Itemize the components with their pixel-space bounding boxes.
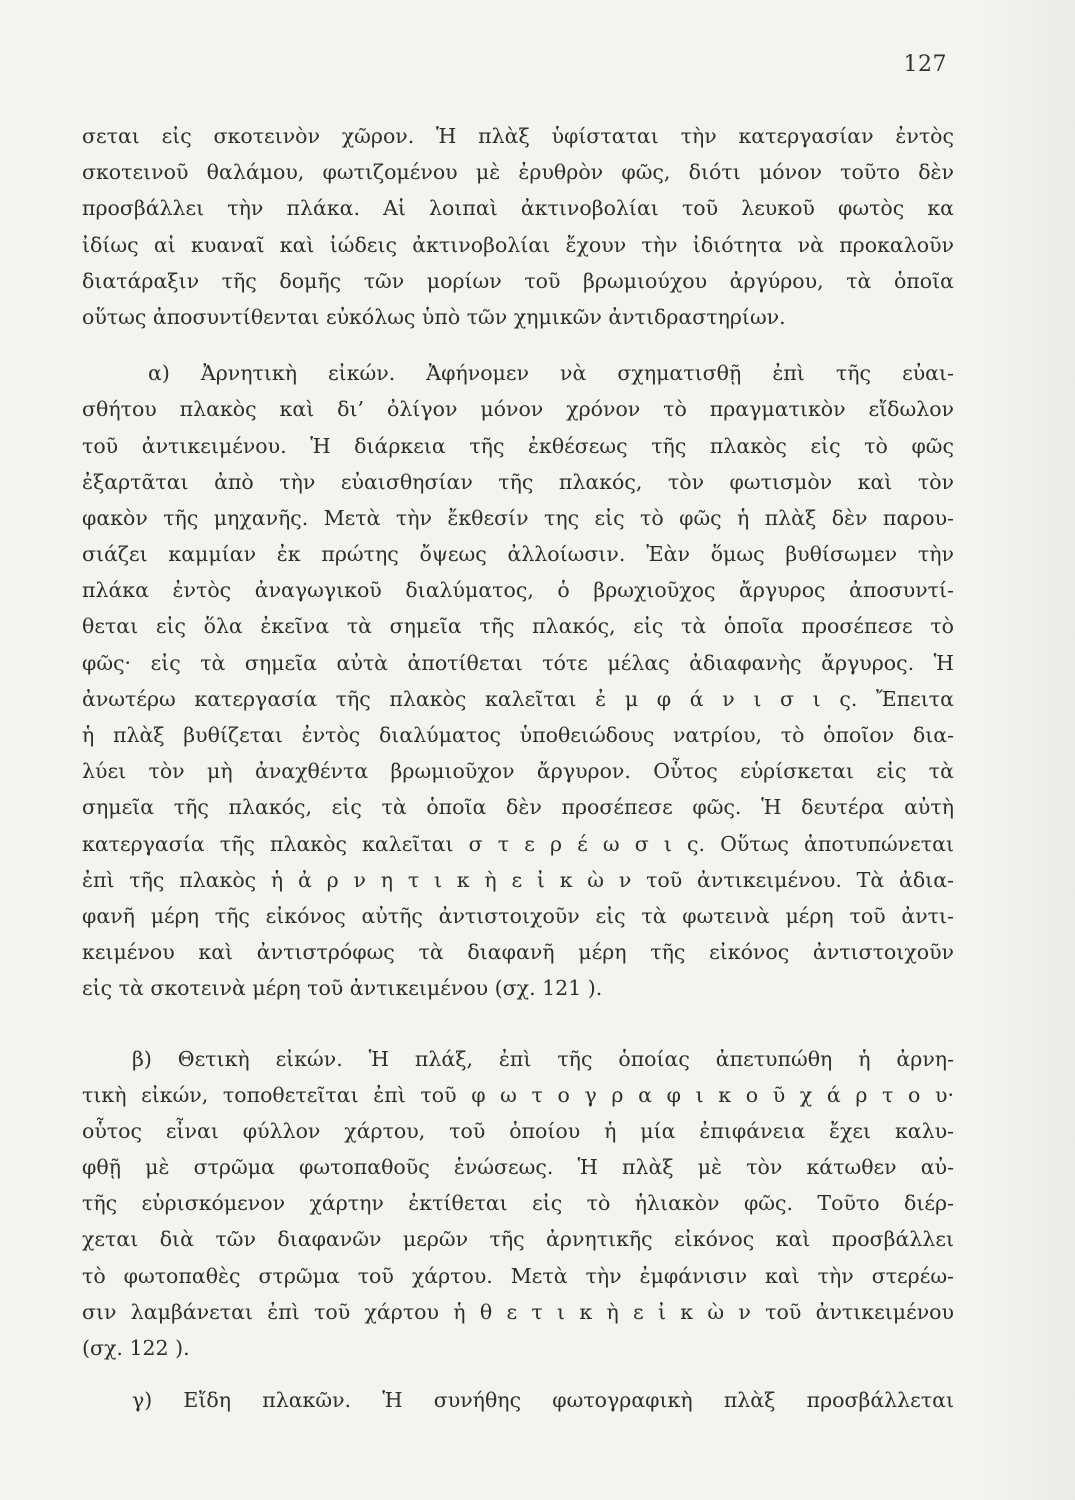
body-text: [82, 118, 954, 1418]
text-line: τῆς εὑρισκόμενον χάρτην ἐκτίθεται εἰς τὸ ἡλιακὸν φῶς. Τοῦτο διέρ-: [82, 1191, 954, 1216]
text-line: σιν λαμβάνεται ἐπὶ τοῦ χάρτου ἡ θ ε τ ι κ ὴ ε ἰ κ ὼ ν τοῦ ἀντικειμένου: [82, 1299, 954, 1324]
text-line: σεται εἰς σκοτεινὸν χῶρον. Ἡ πλὰξ ὑφίσταται τὴν κατεργασίαν ἐντὸς: [82, 124, 954, 148]
text-line: σημεῖα τῆς πλακός, εἰς τὰ ὁποῖα δὲν προσέπεσε φῶς. Ἡ δευτέρα αὐτὴ: [82, 795, 954, 820]
paragraph-plate-types: [82, 1382, 954, 1418]
text-line: λύει τὸν μὴ ἀναχθέντα βρωμιοῦχον ἄργυρον. Οὗτος εὑρίσκεται εἰς τὰ: [82, 759, 954, 784]
text-line: ἐπὶ τῆς πλακὸς ἡ ἀ ρ ν η τ ι κ ὴ ε ἰ κ ὼ ν τοῦ ἀντικειμένου. Τὰ ἀδια-: [82, 867, 954, 892]
text-line: διατάραξιν τῆς δομῆς τῶν μορίων τοῦ βρωμιούχου ἀργύρου, τὰ ὁποῖα: [82, 268, 954, 293]
page-number: 127: [903, 52, 947, 77]
text-line: γ) Εἴδη πλακῶν. Ἡ συνήθης φωτογραφικὴ πλὰξ προσβάλλεται: [132, 1388, 954, 1413]
text-line: β) Θετικὴ εἰκών. Ἡ πλάξ, ἐπὶ τῆς ὁποίας ἀπετυπώθη ἡ ἀρνη-: [132, 1046, 954, 1071]
paragraph-gap: [82, 335, 954, 355]
paragraph-positive-image: [82, 1041, 954, 1367]
text-line: σιάζει καμμίαν ἐκ πρώτης ὄψεως ἀλλοίωσιν. Ἐὰν ὅμως βυθίσωμεν τὴν: [82, 542, 954, 567]
text-line: οὕτως ἀποσυντίθενται εὐκόλως ὑπὸ τῶν χημικῶν ἀντιδραστηρίων.: [82, 304, 786, 329]
text-line: α) Ἀρνητικὴ εἰκών. Ἀφήνομεν νὰ σχηματισθῇ ἐπὶ τῆς εὐαι-: [148, 361, 954, 386]
text-line: τὸ φωτοπαθὲς στρῶμα τοῦ χάρτου. Μετὰ τὴν ἐμφάνισιν καὶ τὴν στερέω-: [82, 1263, 954, 1288]
text-line: ἀνωτέρω κατεργασία τῆς πλακὸς καλεῖται ἐ μ φ ά ν ι σ ι ς. Ἔπειτα: [82, 686, 954, 711]
page-edge-shadow: [985, 0, 1075, 1500]
text-line: τοῦ ἀντικειμένου. Ἡ διάρκεια τῆς ἐκθέσεως τῆς πλακὸς εἰς τὸ φῶς: [82, 433, 954, 458]
text-line: σκοτεινοῦ θαλάμου, φωτιζομένου μὲ ἐρυθρὸν φῶς, διότι μόνον τοῦτο δὲν: [82, 160, 954, 185]
text-line: κατεργασία τῆς πλακὸς καλεῖται σ τ ε ρ έ ω σ ι ς. Οὕτως ἀποτυπώνεται: [82, 831, 954, 856]
paragraph-negative-image: [82, 355, 954, 1006]
text-line: χεται διὰ τῶν διαφανῶν μερῶν τῆς ἀρνητικῆς εἰκόνος καὶ προσβάλλει: [82, 1227, 954, 1252]
paragraph-gap: [82, 1007, 954, 1041]
text-line: κειμένου καὶ ἀντιστρόφως τὰ διαφανῆ μέρη τῆς εἰκόνος ἀντιστοιχοῦν: [82, 940, 954, 965]
text-line: φθῇ μὲ στρῶμα φωτοπαθοῦς ἑνώσεως. Ἡ πλὰξ μὲ τὸν κάτωθεν αὐ-: [82, 1155, 954, 1180]
text-line: ἡ πλὰξ βυθίζεται ἐντὸς διαλύματος ὑποθειώδους νατρίου, τὸ ὁποῖον δια-: [82, 723, 954, 747]
text-line: φακὸν τῆς μηχανῆς. Μετὰ τὴν ἔκθεσίν της εἰς τὸ φῶς ἡ πλὰξ δὲν παρου-: [82, 505, 954, 530]
text-line: σθήτου πλακὸς καὶ δι’ ὀλίγον μόνον χρόνον τὸ πραγματικὸν εἴδωλον: [82, 397, 954, 422]
paragraph-continuation: [82, 118, 954, 335]
text-line: ἰδίως αἱ κυαναῖ καὶ ἰώδεις ἀκτινοβολίαι ἔχουν τὴν ἰδιότητα νὰ προκαλοῦν: [82, 232, 954, 257]
text-line: πλάκα ἐντὸς ἀναγωγικοῦ διαλύματος, ὁ βρωχιοῦχος ἄργυρος ἀποσυντί-: [82, 578, 954, 603]
text-line: (σχ. 122 ).: [82, 1336, 190, 1360]
text-line: ἐξαρτᾶται ἀπὸ τὴν εὐαισθησίαν τῆς πλακός, τὸν φωτισμὸν καὶ τὸν: [82, 469, 954, 494]
text-line: προσβάλλει τὴν πλάκα. Αἱ λοιπαὶ ἀκτινοβολίαι τοῦ λευκοῦ φωτὸς κα: [82, 196, 954, 221]
paragraph-gap: [82, 1366, 954, 1382]
text-line: φανῆ μέρη τῆς εἰκόνος αὐτῆς ἀντιστοιχοῦν εἰς τὰ φωτεινὰ μέρη τοῦ ἀντι-: [82, 903, 954, 928]
text-line: θεται εἰς ὅλα ἐκεῖνα τὰ σημεῖα τῆς πλακός, εἰς τὰ ὁποῖα προσέπεσε τὸ: [82, 614, 954, 639]
text-line: εἰς τὰ σκοτεινὰ μέρη τοῦ ἀντικειμένου (σχ. 121 ).: [82, 976, 603, 1001]
text-line: οὗτος εἶναι φύλλον χάρτου, τοῦ ὁποίου ἡ μία ἐπιφάνεια ἔχει καλυ-: [82, 1118, 954, 1143]
text-line: τικὴ εἰκών, τοποθετεῖται ἐπὶ τοῦ φ ω τ ο γ ρ α φ ι κ ο ῦ χ ά ρ τ ο υ·: [82, 1082, 954, 1107]
text-line: φῶς· εἰς τὰ σημεῖα αὐτὰ ἀποτίθεται τότε μέλας ἀδιαφανὴς ἄργυρος. Ἡ: [82, 650, 954, 675]
